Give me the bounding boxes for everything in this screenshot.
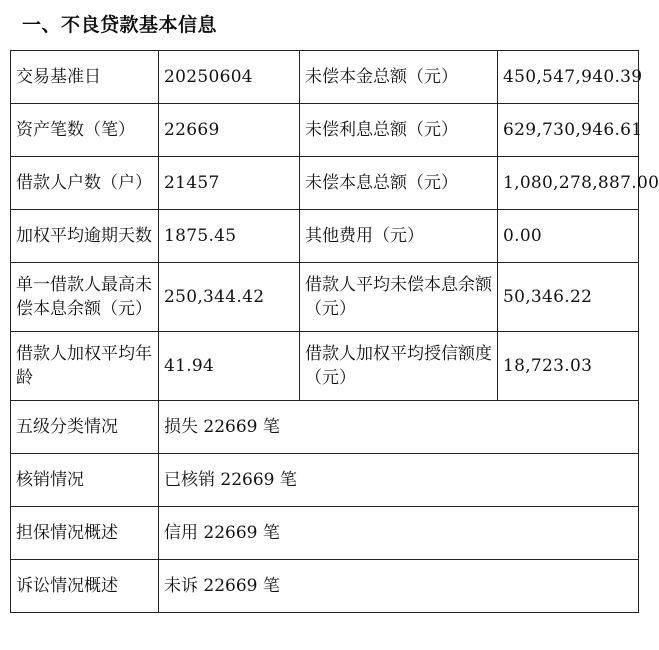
table-row (11, 454, 639, 507)
row-label: 交易基准日 (11, 51, 159, 104)
table-row (11, 560, 639, 613)
row-label: 借款人户数（户） (11, 157, 159, 210)
row-label: 核销情况 (11, 454, 159, 507)
table-row (11, 210, 639, 263)
row-label: 未偿本金总额（元） (300, 51, 498, 104)
row-value: 20250604 (159, 51, 300, 104)
row-label: 单一借款人最高未偿本息余额（元） (11, 263, 159, 332)
row-label: 诉讼情况概述 (11, 560, 159, 613)
row-value: 629,730,946.61 (498, 104, 639, 157)
row-value: 1,080,278,887.00 (498, 157, 639, 210)
row-label: 未偿本息总额（元） (300, 157, 498, 210)
table-row (11, 401, 639, 454)
table-row (11, 332, 639, 401)
row-label: 借款人加权平均授信额度（元） (300, 332, 498, 401)
table-row (11, 507, 639, 560)
row-value: 41.94 (159, 332, 300, 401)
row-value: 未诉 22669 笔 (159, 560, 639, 613)
row-value: 21457 (159, 157, 300, 210)
row-label: 担保情况概述 (11, 507, 159, 560)
row-value: 450,547,940.39 (498, 51, 639, 104)
table-row (11, 263, 639, 332)
row-label: 五级分类情况 (11, 401, 159, 454)
row-value: 1875.45 (159, 210, 300, 263)
row-value: 信用 22669 笔 (159, 507, 639, 560)
row-label: 借款人加权平均年龄 (11, 332, 159, 401)
section-heading: 一、不良贷款基本信息 (22, 14, 218, 36)
row-value: 18,723.03 (498, 332, 639, 401)
row-value: 已核销 22669 笔 (159, 454, 639, 507)
row-label: 其他费用（元） (300, 210, 498, 263)
table-row (11, 104, 639, 157)
row-value: 50,346.22 (498, 263, 639, 332)
row-value: 22669 (159, 104, 300, 157)
row-label: 借款人平均未偿本息余额（元） (300, 263, 498, 332)
table-row (11, 51, 639, 104)
table-row (11, 157, 639, 210)
row-label: 加权平均逾期天数 (11, 210, 159, 263)
loan-info-table (10, 50, 659, 613)
row-label: 未偿利息总额（元） (300, 104, 498, 157)
row-value: 250,344.42 (159, 263, 300, 332)
row-value: 0.00 (498, 210, 639, 263)
row-label: 资产笔数（笔） (11, 104, 159, 157)
row-value: 损失 22669 笔 (159, 401, 639, 454)
